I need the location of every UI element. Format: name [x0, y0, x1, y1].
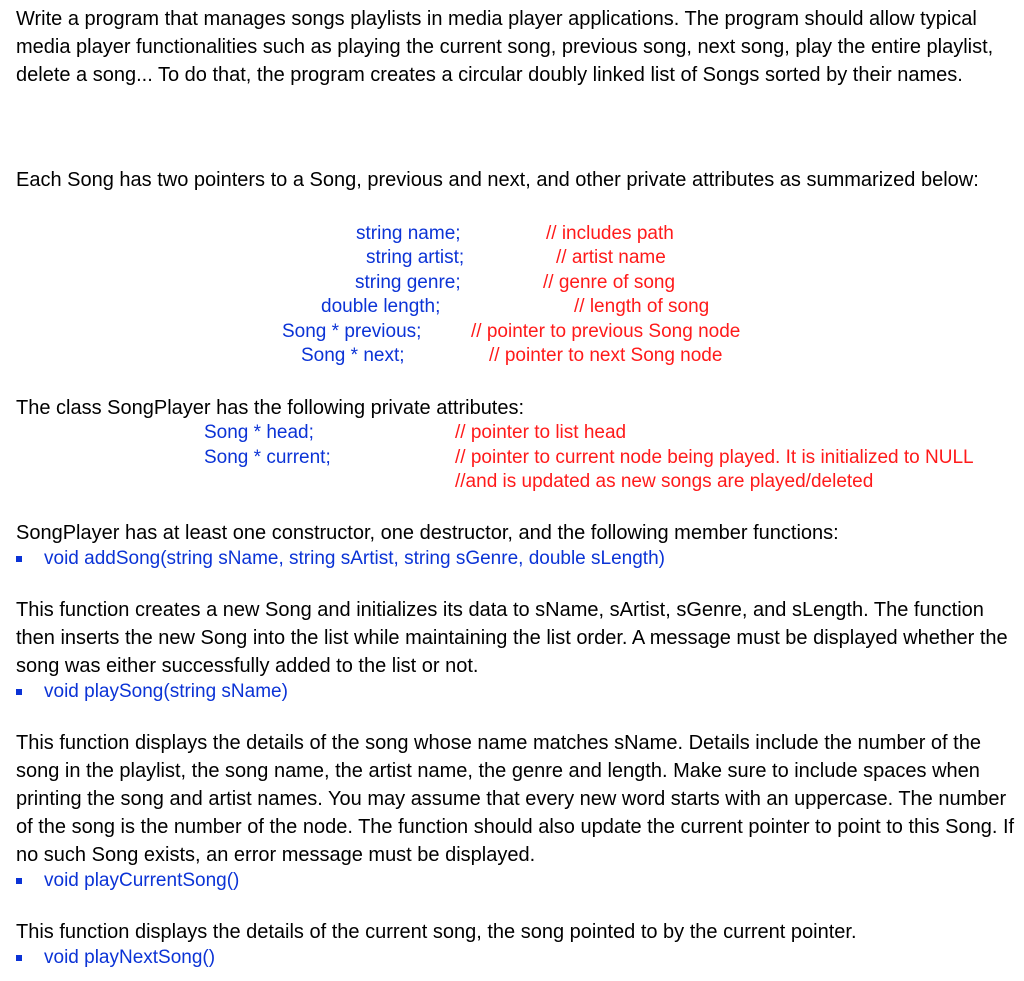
- members-intro-paragraph: SongPlayer has at least one constructor, one destructor, and the following member functions:: [16, 522, 839, 544]
- function-description: This function creates a new Song and initializes its data to sName, sArtist, sGenre, and sLength. The function then inserts the new Song into the list while maintaining the list order. A message must be displayed whether the song was either successfully added to the list or not.: [16, 599, 1008, 677]
- song-attr-decl: Song * previous;: [282, 321, 422, 342]
- player-intro-paragraph: The class SongPlayer has the following private attributes:: [16, 397, 525, 419]
- song-attr-comment: // pointer to previous Song node: [471, 321, 741, 342]
- song-attr-comment: // pointer to next Song node: [489, 345, 723, 366]
- function-signature: void playSong(string sName): [44, 681, 288, 702]
- function-description: This function displays the details of the song whose name matches sName. Details include the number of the song in the playlist, the song name, the artist name, the genre and length. Make sure to include spaces when printing the song and artist names. You may assume that every new word starts with an uppercase. The number of the song is the number of the node. The function should also update the current pointer to point to this Song. If no such Song exists, an error message must be displayed.: [16, 732, 1015, 866]
- function-signature: void addSong(string sName, string sArtist, string sGenre, double sLength): [44, 548, 665, 569]
- bullet-square-icon: [16, 556, 22, 562]
- bullet-square-icon: [16, 689, 22, 695]
- function-signature: void playCurrentSong(): [44, 870, 240, 891]
- song-attr-decl: string artist;: [366, 247, 465, 268]
- song-attr-decl: Song * next;: [301, 345, 405, 366]
- song-attr-comment: // length of song: [574, 296, 710, 317]
- player-attr-comment: //and is updated as new songs are played/deleted: [455, 471, 874, 492]
- intro-paragraph: Write a program that manages songs playlists in media player applications. The program should allow typical media player functionalities such as playing the current song, previous song, next song, play the entire playlist, delete a song... To do that, the program creates a circular doubly linked list of Songs sorted by their names.: [16, 8, 994, 86]
- song-attr-comment: // includes path: [546, 223, 674, 244]
- bullet-square-icon: [16, 955, 22, 961]
- song-attr-decl: string genre;: [355, 272, 461, 293]
- player-attr-comment: // pointer to current node being played. It is initialized to NULL: [455, 447, 974, 468]
- song-attr-decl: string name;: [356, 223, 461, 244]
- player-attr-decl: Song * head;: [204, 422, 314, 443]
- player-attr-decl: Song * current;: [204, 447, 331, 468]
- song-attr-comment: // genre of song: [543, 272, 676, 293]
- song-attr-comment: // artist name: [556, 247, 666, 268]
- function-signature: void playNextSong(): [44, 947, 216, 968]
- player-attr-comment: // pointer to list head: [455, 422, 627, 443]
- bullet-square-icon: [16, 878, 22, 884]
- song-intro-paragraph: Each Song has two pointers to a Song, previous and next, and other private attributes as summarized below:: [16, 169, 979, 191]
- song-attr-decl: double length;: [321, 296, 441, 317]
- function-description: This function displays the details of the current song, the song pointed to by the current pointer.: [16, 921, 857, 943]
